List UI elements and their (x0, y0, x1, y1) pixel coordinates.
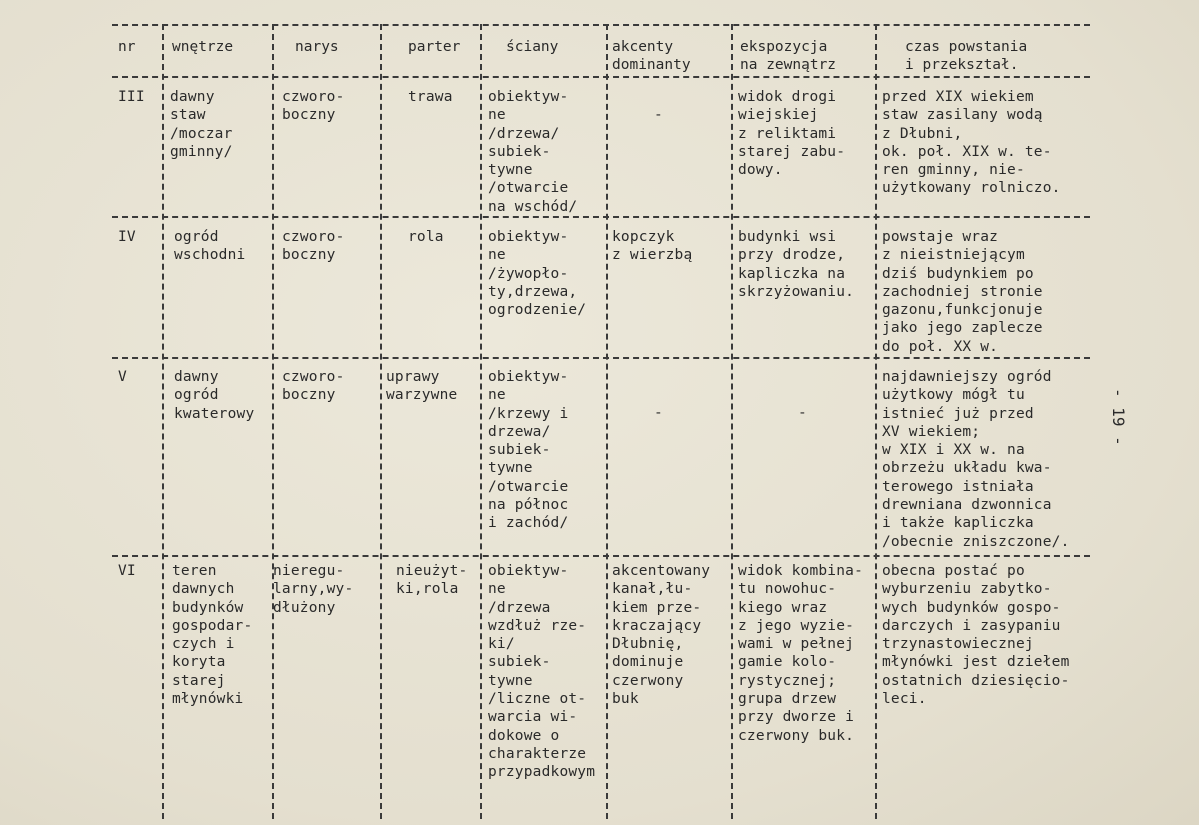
header-ekspozycja: ekspozycja na zewnątrz (740, 39, 837, 74)
row-vi-ekspozycja: widok kombina- tu nowohuc- kiego wraz z jego wyzie- wami w pełnej gamie kolo- rystycznej; grupa drzew przy dworze i czerwony buk. (738, 563, 864, 744)
row-v-parter: uprawy warzywne (386, 369, 458, 404)
row-vi-akcenty: akcentowany kanał,łu- kiem prze- kraczający Dłubnię, dominuje czerwony buk (612, 563, 711, 708)
row-v-nr: V (118, 369, 127, 385)
row-iii-sciany: obiektyw- ne /drzewa/ subiek- tywne /otwarcie na wschód/ (488, 89, 578, 215)
row-iii-czas: przed XIX wiekiem staw zasilany wodą z Dłubni, ok. poł. XIX w. te- ren gminny, nie- użytkowany rolniczo. (882, 89, 1061, 197)
row-iii-akcenty: - (654, 107, 663, 123)
row-vi-sciany: obiektyw- ne /drzewa wzdłuż rze- ki/ subiek- tywne /liczne ot- warcia wi- dokowe o charakterze przypadkowym (488, 563, 596, 781)
page-number: - 19 - (1109, 388, 1128, 446)
row-vi-nr: VI (118, 563, 136, 579)
column-divider-4 (480, 24, 482, 819)
row-iii-parter: trawa (408, 89, 453, 105)
row-iv-nr: IV (118, 229, 136, 245)
header-sciany: ściany (506, 39, 559, 55)
row-vi-narys: nieregu- larny,wy- dłużony (273, 563, 354, 616)
row-v-ekspozycja: - (798, 405, 807, 421)
table-rule-top (112, 24, 1090, 26)
table-rule-header (112, 76, 1090, 78)
row-iv-narys: czworo- boczny (282, 229, 345, 264)
row-v-akcenty: - (654, 405, 663, 421)
row-iii-ekspozycja: widok drogi wiejskiej z reliktami starej zabu- dowy. (738, 89, 846, 179)
table-rule-row-v (112, 555, 1090, 557)
row-iv-parter: rola (408, 229, 444, 245)
column-divider-2 (272, 24, 274, 819)
row-iv-czas: powstaje wraz z nieistniejącym dziś budynkiem po zachodniej stronie gazonu,funkcjonuje jako jego zaplecze do poł. XX w. (882, 229, 1043, 355)
row-v-sciany: obiektyw- ne /krzewy i drzewa/ subiek- tywne /otwarcie na północ i zachód/ (488, 369, 569, 532)
row-v-czas: najdawniejszy ogród użytkowy mógł tu istnieć już przed XV wiekiem; w XIX i XX w. na obrzeżu układu kwa- terowego istniała drewniana dzwonnica i także kapliczka /obecnie zniszczone/. (882, 369, 1070, 550)
header-narys: narys (295, 39, 339, 55)
header-parter: parter (408, 39, 461, 55)
header-akcenty: akcenty dominanty (612, 39, 691, 74)
row-iii-nr: III (118, 89, 145, 105)
header-nr: nr (118, 39, 136, 55)
column-divider-5 (606, 24, 608, 819)
row-iii-narys: czworo- boczny (282, 89, 345, 124)
table-rule-row-iv (112, 357, 1090, 359)
table-rule-row-iii (112, 216, 1090, 218)
row-iv-ekspozycja: budynki wsi przy drodze, kapliczka na skrzyżowaniu. (738, 229, 855, 300)
row-iv-akcenty: kopczyk z wierzbą (612, 229, 693, 264)
row-iv-wnetrze: ogród wschodni (174, 229, 246, 264)
row-vi-czas: obecna postać po wyburzeniu zabytko- wych budynków gospo- darczych i zasypaniu trzynastowiecznej młynówki jest dziełem ostatnich dziesięcio- leci. (882, 563, 1070, 708)
column-divider-1 (162, 24, 164, 819)
row-vi-parter: nieużyt- ki,rola (396, 563, 468, 598)
header-wnetrze: wnętrze (172, 39, 234, 55)
row-v-narys: czworo- boczny (282, 369, 345, 404)
row-v-wnetrze: dawny ogród kwaterowy (174, 369, 255, 422)
row-vi-wnetrze: teren dawnych budynków gospodar- czych i koryta starej młynówki (172, 563, 253, 708)
column-divider-3 (380, 24, 382, 819)
header-czas: czas powstania i przekształ. (905, 39, 1028, 74)
column-divider-6 (731, 24, 733, 819)
row-iii-wnetrze: dawny staw /moczar gminny/ (170, 89, 233, 160)
column-divider-7 (875, 24, 877, 819)
row-iv-sciany: obiektyw- ne /żywopło- ty,drzewa, ogrodzenie/ (488, 229, 587, 319)
